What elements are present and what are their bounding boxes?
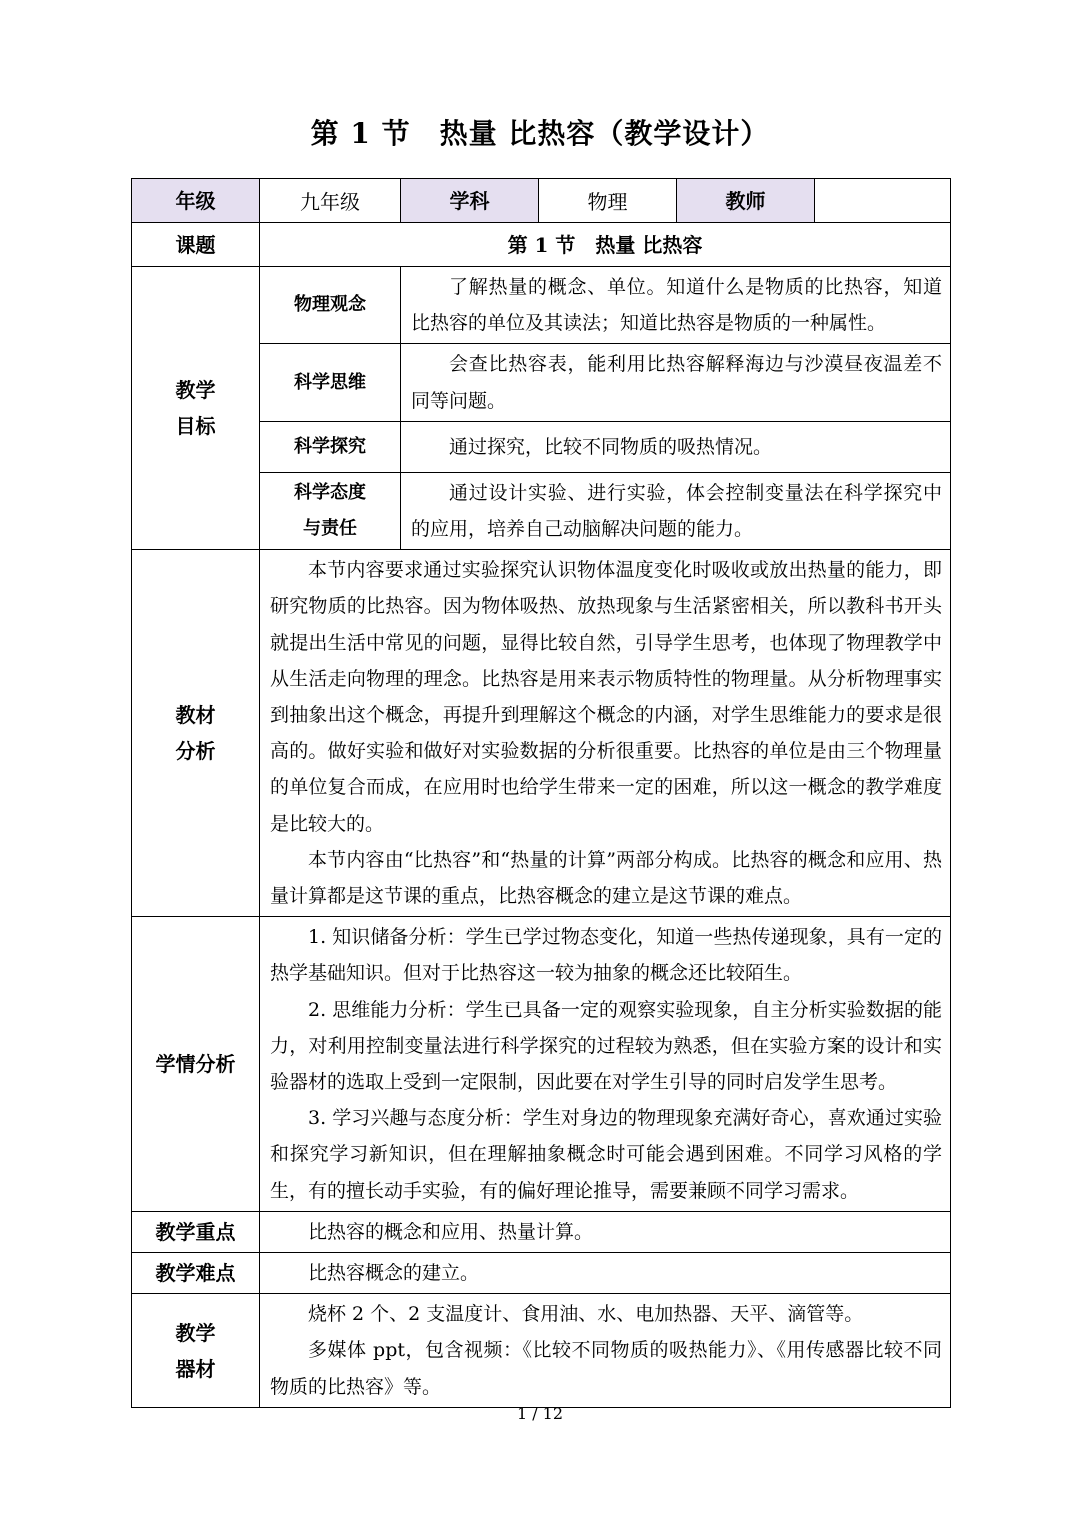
difficulties-row xyxy=(132,1253,951,1294)
goals-label-line1: 教学 xyxy=(175,378,216,403)
key-points-paragraph: 比热容的概念和应用、热量计算。 xyxy=(308,1220,594,1243)
student-analysis-text xyxy=(260,917,951,1212)
material-analysis-row xyxy=(132,550,951,917)
material-label-line2: 分析 xyxy=(175,739,216,764)
goal-name: 科学探究 xyxy=(260,421,401,472)
student-analysis-label: 学情分析 xyxy=(132,917,260,1212)
teacher-label: 教师 xyxy=(677,179,815,223)
goal-name: 科学思维 xyxy=(260,344,401,421)
goal-text xyxy=(401,472,951,549)
student-analysis-row xyxy=(132,917,951,1212)
goal-text xyxy=(401,344,951,421)
goals-label xyxy=(132,267,260,550)
lesson-plan-table xyxy=(131,178,951,1408)
header-row xyxy=(132,179,951,223)
material-paragraph: 本节内容要求通过实验探究认识物体温度变化时吸收或放出热量的能力，即研究物质的比热容。因为物体吸热、放热现象与生活紧密相关，所以教科书开头就提出生活中常见的问题，显得比较自然，引导学生思考，也体现了物理教学中从生活走向物理的理念。比热容是用来表示物质特性的物理量。从分析物理事实到抽象出这个概念，再提升到理解这个概念的内涵，对学生思维能力的要求是很高的。做好实验和做好对实验数据的分析很重要。比热容的单位是由三个物理量的单位复合而成，在应用时也给学生带来一定的困难，所以这一概念的教学难度是比较大的。 xyxy=(270,559,942,835)
subject-label: 学科 xyxy=(401,179,539,223)
goal-text xyxy=(401,421,951,472)
equipment-label-line2: 器材 xyxy=(175,1356,216,1381)
material-analysis-text xyxy=(260,550,951,917)
equipment-paragraph: 多媒体 ppt，包含视频：《比较不同物质的吸热能力》、《用传感器比较不同物质的比热容》等。 xyxy=(270,1339,942,1398)
grade-label: 年级 xyxy=(132,179,260,223)
equipment-label-line1: 教学 xyxy=(175,1320,216,1345)
equipment-label xyxy=(132,1294,260,1408)
goal-name: 物理观念 xyxy=(260,267,401,344)
goals-label-line2: 目标 xyxy=(175,414,216,439)
equipment-paragraph: 烧杯 2 个、2 支温度计、食用油、水、电加热器、天平、滴管等。 xyxy=(308,1303,864,1326)
equipment-row xyxy=(132,1294,951,1408)
key-points-label: 教学重点 xyxy=(132,1211,260,1252)
page-title: 第 1 节 热量 比热容（教学设计） xyxy=(310,117,770,150)
student-paragraph: 3. 学习兴趣与态度分析：学生对身边的物理现象充满好奇心，喜欢通过实验和探究学习新知识，但在理解抽象概念时可能会遇到困难。不同学习风格的学生，有的擅长动手实验，有的偏好理论推导，需要兼顾不同学习需求。 xyxy=(270,1107,942,1202)
key-points-row xyxy=(132,1211,951,1252)
topic-row xyxy=(132,223,951,267)
goal-row xyxy=(132,267,951,344)
goal-name-line2: 与责任 xyxy=(303,518,357,540)
material-analysis-label xyxy=(132,550,260,917)
goal-text-paragraph: 了解热量的概念、单位。知道什么是物质的比热容，知道比热容的单位及其读法；知道比热容是物质的一种属性。 xyxy=(411,276,942,335)
key-points-text xyxy=(260,1211,951,1252)
student-paragraph: 2. 思维能力分析：学生已具备一定的观察实验现象，自主分析实验数据的能力，对利用控制变量法进行科学探究的过程较为熟悉，但在实验方案的设计和实验器材的选取上受到一定限制，因此要在对学生引导的同时启发学生思考。 xyxy=(270,998,942,1094)
page-number: 1 / 12 xyxy=(516,1404,564,1423)
difficulties-text xyxy=(260,1253,951,1294)
difficulties-paragraph: 比热容概念的建立。 xyxy=(308,1262,480,1285)
difficulties-label: 教学难点 xyxy=(132,1253,260,1294)
equipment-text xyxy=(260,1294,951,1408)
topic-label: 课题 xyxy=(132,223,260,267)
goal-text-paragraph: 通过设计实验、进行实验，体会控制变量法在科学探究中的应用，培养自己动脑解决问题的能力。 xyxy=(411,481,942,541)
grade-value: 九年级 xyxy=(260,179,401,223)
goal-text-paragraph: 通过探究，比较不同物质的吸热情况。 xyxy=(449,435,773,458)
goal-text-paragraph: 会查比热容表，能利用比热容解释海边与沙漠昼夜温差不同等问题。 xyxy=(411,353,942,412)
material-label-line1: 教材 xyxy=(175,703,216,728)
subject-value: 物理 xyxy=(539,179,677,223)
goal-name xyxy=(260,472,401,549)
topic-value: 第 1 节 热量 比热容 xyxy=(260,223,951,267)
goal-name-line1: 科学态度 xyxy=(294,482,366,504)
material-paragraph: 本节内容由“比热容”和“热量的计算”两部分构成。比热容的概念和应用、热量计算都是这节课的重点，比热容概念的建立是这节课的难点。 xyxy=(270,848,942,908)
student-paragraph: 1. 知识储备分析：学生已学过物态变化，知道一些热传递现象，具有一定的热学基础知识。但对于比热容这一较为抽象的概念还比较陌生。 xyxy=(270,926,942,985)
teacher-value xyxy=(815,179,951,223)
goal-text xyxy=(401,267,951,344)
